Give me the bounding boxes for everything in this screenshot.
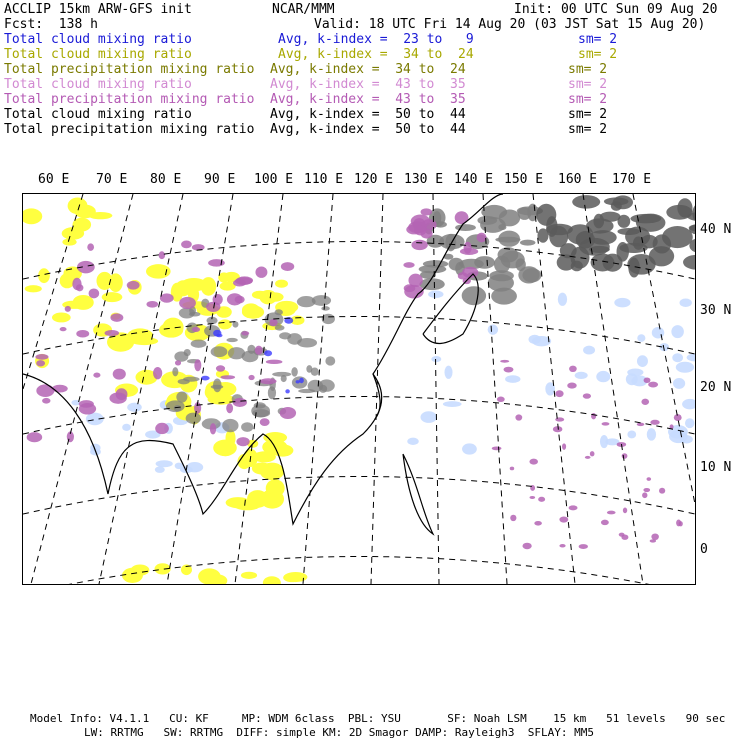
longitude-label: 120 E (354, 172, 394, 187)
cloud-patch-yellow (275, 280, 288, 288)
cloud-patch-purple (127, 281, 140, 290)
cloud-patch-yellow (252, 291, 268, 299)
longitude-label: 150 E (504, 172, 544, 187)
cloud-patch-gray (174, 351, 188, 361)
field-smoothing: sm= 2 (578, 32, 618, 47)
cloud-patch-gray (520, 240, 535, 246)
cloud-patch-lightblue (614, 298, 630, 308)
cloud-patch-gray (222, 419, 238, 432)
cloud-patch-lightblue (676, 362, 694, 373)
cloud-patch-purple (72, 278, 81, 290)
cloud-patch-purple (109, 393, 126, 404)
cloud-patch-purple (220, 375, 235, 379)
cloud-patch-purple (89, 288, 100, 298)
cloud-patch-lightblue (583, 346, 595, 355)
cloud-patch-lightblue (428, 290, 443, 298)
cloud-patch-yellow (38, 268, 50, 283)
cloud-patch-lightblue (186, 462, 203, 472)
field-name: Total precipitation mixing ratio (4, 122, 255, 137)
cloud-patch-yellow (263, 576, 281, 584)
cloud-patch-lightblue (596, 371, 610, 382)
longitude-label: 70 E (96, 172, 128, 187)
cloud-patch-lightblue (685, 418, 694, 428)
latitude-label: 10 N (700, 460, 732, 475)
cloud-patch-yellow (25, 285, 42, 292)
field-name: Total precipitation mixing ratio (4, 62, 255, 77)
map-panel (22, 193, 696, 585)
cloud-patch-lightblue (488, 324, 499, 334)
cloud-patch-blue (285, 389, 290, 393)
cloud-patch-purple (648, 382, 658, 388)
cloud-patch-lightblue (420, 411, 436, 423)
cloud-patch-purple (36, 360, 45, 366)
field-avg: Avg, k-index = 50 to 44 (270, 122, 466, 137)
cloud-patch-purple (647, 477, 652, 481)
cloud-patch-gray (312, 295, 331, 306)
cloud-patch-purple (255, 267, 267, 278)
cloud-patch-yellow (241, 572, 257, 579)
longitude-label: 160 E (558, 172, 598, 187)
cloud-patch-gray (498, 231, 520, 247)
cloud-patch-purple (622, 453, 628, 459)
cloud-patch-yellow (284, 572, 308, 582)
cloud-patch-gray (603, 254, 623, 272)
cloud-patch-purple (591, 413, 596, 419)
cloud-patch-lightblue (462, 443, 477, 454)
latitude-label: 40 N (700, 222, 732, 237)
field-avg: Avg, k-index = 50 to 44 (270, 107, 466, 122)
cloud-patch-gray (613, 195, 633, 209)
cloud-patch-lightblue (673, 378, 685, 389)
cloud-patch-purple (35, 354, 48, 360)
cloud-patch-gray (617, 228, 639, 235)
cloud-patch-gray (178, 379, 190, 384)
cloud-patch-gray (318, 379, 334, 391)
cloud-patch-purple (52, 385, 68, 393)
cloud-patch-lightblue (558, 293, 567, 306)
valid-time: Valid: 18 UTC Fri 14 Aug 20 (03 JST Sat 15 Aug 20) (314, 17, 706, 32)
longitude-line (235, 194, 283, 584)
field-name: Total cloud mixing ratio (4, 77, 192, 92)
cloud-patch-gray (226, 338, 237, 342)
cloud-patch-purple (87, 243, 94, 250)
cloud-patch-gray (677, 198, 692, 217)
longitude-line (371, 194, 383, 584)
cloud-patch-yellow (23, 208, 42, 224)
cloud-patch-purple (179, 297, 196, 309)
cloud-patch-purple (569, 366, 577, 372)
field-name: Total cloud mixing ratio (4, 107, 192, 122)
cloud-patch-lightblue (671, 325, 683, 338)
longitude-line (433, 194, 439, 584)
cloud-patch-gray (186, 413, 201, 424)
cloud-patch-lightblue (679, 299, 691, 307)
cloud-patch-purple (236, 437, 249, 446)
cloud-patch-purple (583, 393, 591, 398)
cloud-patch-gray (228, 347, 245, 359)
cloud-patch-purple (266, 360, 283, 364)
field-smoothing: sm= 2 (578, 47, 618, 62)
field-smoothing: sm= 2 (568, 122, 608, 137)
cloud-patch-gray (241, 422, 253, 432)
cloud-patch-purple (414, 225, 426, 235)
init-time: Init: 00 UTC Sun 09 Aug 20 (514, 2, 718, 17)
model-title: ACCLIP 15km ARW-GFS init (4, 2, 192, 17)
cloud-patch-yellow (68, 198, 88, 215)
cloud-patch-purple (260, 378, 277, 384)
field-avg: Avg, k-index = 43 to 35 (270, 77, 466, 92)
cloud-patch-purple (42, 398, 50, 404)
cloud-patch-lightblue (682, 399, 695, 409)
cloud-patch-purple (522, 543, 531, 549)
cloud-patch-gray (462, 286, 486, 305)
cloud-patch-lightblue (647, 428, 656, 440)
cloud-patch-purple (192, 244, 205, 250)
cloud-patch-gray (576, 231, 595, 248)
cloud-patch-purple (534, 521, 542, 526)
cloud-patch-gray (572, 195, 600, 209)
cloud-patch-blue (201, 376, 210, 381)
cloud-patch-yellow (226, 497, 251, 508)
cloud-patch-purple (602, 422, 610, 426)
cloud-patch-gray (251, 404, 270, 417)
cloud-patch-purple (113, 369, 126, 380)
cloud-patch-purple (643, 488, 650, 492)
cloud-patch-gray (321, 306, 330, 311)
cloud-patch-gray (213, 379, 222, 393)
longitude-label: 130 E (404, 172, 444, 187)
cloud-patch-purple (623, 508, 627, 514)
cloud-patch-gray (306, 365, 312, 373)
cloud-patch-yellow (260, 463, 284, 480)
cloud-patch-lightblue (672, 353, 683, 362)
cloud-patch-purple (181, 241, 192, 249)
cloud-patch-blue (299, 378, 304, 384)
field-avg: Avg, k-index = 43 to 35 (270, 92, 466, 107)
cloud-patch-gray (641, 235, 658, 248)
cloud-patch-gray (600, 212, 621, 222)
cloud-patch-lightblue (575, 372, 588, 379)
cloud-patch-purple (146, 301, 158, 308)
cloud-patch-gray (516, 258, 526, 271)
cloud-patch-gray (247, 345, 255, 354)
cloud-patch-lightblue (127, 403, 142, 412)
longitude-line (99, 194, 183, 584)
cloud-patch-purple (492, 446, 502, 450)
cloud-patch-purple (227, 293, 243, 305)
cloud-patch-purple (110, 313, 123, 321)
cloud-patch-gray (191, 340, 207, 348)
cloud-patch-yellow (146, 264, 171, 278)
latitude-label: 0 (700, 542, 708, 557)
cloud-patch-purple (579, 544, 588, 549)
field-smoothing: sm= 2 (568, 92, 608, 107)
cloud-patch-purple (260, 418, 270, 426)
longitude-label: 110 E (304, 172, 344, 187)
model-info-line2: LW: RRTMG SW: RRTMG DIFF: simple KM: 2D Smagor DAMP: Rayleigh3 SFLAY: MM5 (84, 726, 594, 739)
longitude-label: 170 E (612, 172, 652, 187)
cloud-patch-gray (297, 338, 317, 348)
cloud-patch-purple (160, 293, 174, 302)
cloud-patch-lightblue (687, 354, 695, 362)
cloud-patch-purple (659, 488, 665, 494)
cloud-patch-purple (555, 417, 564, 421)
cloud-patch-gray (527, 204, 538, 222)
cloud-patch-purple (607, 511, 616, 515)
cloud-patch-gray (275, 309, 283, 315)
cloud-patch-lightblue (407, 438, 418, 445)
cloud-patch-purple (559, 544, 565, 548)
cloud-patch-yellow (131, 565, 150, 576)
cloud-patch-lightblue (122, 424, 131, 431)
cloud-patch-purple (562, 443, 566, 450)
cloud-patch-purple (644, 377, 651, 383)
longitude-label: 90 E (204, 172, 236, 187)
cloud-patch-lightblue (431, 356, 441, 362)
field-smoothing: sm= 2 (568, 107, 608, 122)
cloud-patch-purple (497, 397, 505, 402)
cloud-patch-lightblue (505, 375, 520, 383)
cloud-patch-purple (60, 327, 67, 331)
cloud-patch-lightblue (175, 463, 183, 470)
cloud-patch-gray (325, 356, 335, 365)
cloud-patch-gray (291, 367, 297, 377)
cloud-patch-purple (241, 331, 249, 335)
cloud-patch-yellow (52, 313, 71, 323)
latitude-label: 20 N (700, 380, 732, 395)
field-smoothing: sm= 2 (568, 77, 608, 92)
cloud-patch-gray (272, 372, 291, 377)
cloud-patch-purple (679, 521, 683, 526)
cloud-patch-purple (226, 403, 233, 413)
field-name: Total cloud mixing ratio (4, 32, 192, 47)
cloud-patch-lightblue (444, 366, 452, 379)
cloud-patch-purple (76, 330, 89, 338)
cloud-patch-purple (153, 367, 162, 379)
cloud-patch-purple (510, 515, 516, 521)
cloud-patch-purple (650, 420, 659, 425)
cloud-patch-lightblue (637, 355, 648, 367)
cloud-patch-yellow (219, 449, 233, 456)
cloud-patch-gray (455, 224, 476, 231)
cloud-patch-purple (105, 330, 119, 336)
cloud-patch-purple (567, 382, 576, 388)
cloud-patch-purple (210, 423, 216, 434)
cloud-patch-gray (172, 367, 178, 376)
cloud-patch-gray (176, 392, 187, 403)
cloud-patch-lightblue (528, 335, 540, 344)
cloud-patch-gray (683, 255, 695, 270)
cloud-patch-blue (264, 350, 272, 356)
cloud-patch-purple (559, 516, 568, 522)
cloud-patch-blue (296, 380, 300, 383)
cloud-patch-purple (651, 533, 659, 540)
cloud-patch-gray (423, 260, 448, 267)
cloud-patch-purple (500, 360, 509, 363)
cloud-patch-purple (65, 306, 71, 312)
cloud-patch-gray (499, 209, 520, 226)
field-avg: Avg, k-index = 34 to 24 (278, 47, 474, 62)
latitude-label: 30 N (700, 303, 732, 318)
cloud-patch-purple (477, 233, 487, 243)
cloud-patch-yellow (242, 305, 264, 318)
cloud-patch-gray (419, 278, 444, 290)
cloud-patch-purple (421, 208, 432, 215)
cloud-patch-purple (280, 407, 296, 419)
cloud-patch-purple (504, 367, 514, 373)
cloud-patch-gray (488, 274, 514, 292)
cloud-patch-purple (155, 423, 169, 434)
latitude-line (23, 477, 695, 515)
cloud-patch-lightblue (600, 435, 608, 448)
longitude-label: 100 E (254, 172, 294, 187)
cloud-patch-purple (601, 520, 609, 526)
cloud-patch-purple (569, 505, 578, 510)
cloud-patch-purple (510, 467, 514, 471)
map-canvas (23, 194, 695, 584)
field-name: Total cloud mixing ratio (4, 47, 192, 62)
cloud-patch-purple (36, 384, 54, 397)
cloud-patch-purple (233, 398, 247, 407)
org-label: NCAR/MMM (272, 2, 335, 17)
cloud-patch-purple (269, 319, 277, 326)
longitude-label: 80 E (150, 172, 182, 187)
cloud-patch-lightblue (652, 327, 664, 339)
cloud-patch-purple (411, 240, 427, 250)
field-smoothing: sm= 2 (568, 62, 608, 77)
cloud-patch-purple (555, 390, 563, 397)
cloud-patch-lightblue (627, 431, 636, 439)
cloud-patch-yellow (218, 319, 232, 329)
cloud-patch-purple (27, 432, 43, 442)
cloud-patch-blue (216, 334, 222, 337)
cloud-patch-yellow (247, 490, 268, 508)
model-info-line1: Model Info: V4.1.1 CU: KF MP: WDM 6class PBL: YSU SF: Noah LSM 15 km 51 levels 90 sec (30, 712, 726, 725)
cloud-patch-gray (179, 308, 195, 319)
cloud-patch-purple (208, 259, 225, 266)
cloud-patch-purple (206, 302, 220, 312)
cloud-patch-purple (642, 492, 647, 498)
cloud-patch-yellow (267, 292, 284, 301)
field-name: Total precipitation mixing ratio (4, 92, 255, 107)
cloud-patch-yellow (268, 492, 282, 506)
cloud-patch-lightblue (637, 334, 645, 342)
cloud-patch-purple (175, 360, 181, 365)
cloud-patch-purple (590, 451, 595, 456)
cloud-patch-purple (248, 375, 254, 380)
cloud-patch-purple (159, 251, 165, 259)
cloud-patch-purple (93, 373, 100, 378)
cloud-patch-purple (281, 262, 294, 271)
field-avg: Avg, k-index = 34 to 24 (270, 62, 466, 77)
cloud-patch-lightblue (155, 466, 165, 473)
forecast-hour: Fcst: 138 h (4, 17, 98, 32)
cloud-patch-purple (79, 400, 94, 408)
cloud-patch-lightblue (443, 401, 462, 407)
cloud-patch-purple (403, 262, 414, 268)
coastline-philippines (403, 454, 433, 534)
cloud-patch-purple (538, 497, 545, 502)
cloud-patch-purple (235, 277, 253, 285)
cloud-patch-purple (621, 534, 628, 539)
cloud-patch-purple (530, 496, 536, 499)
cloud-patch-gray (546, 224, 573, 235)
cloud-patch-purple (194, 359, 201, 371)
field-avg: Avg, k-index = 23 to 9 (278, 32, 474, 47)
cloud-patch-purple (585, 456, 591, 459)
cloud-patch-gray (211, 346, 228, 357)
cloud-patch-yellow (127, 328, 153, 342)
cloud-patch-gray (279, 332, 291, 339)
cloud-patch-purple (216, 365, 225, 371)
latitude-line (23, 557, 695, 585)
cloud-patch-lightblue (156, 460, 173, 467)
cloud-patch-purple (641, 399, 649, 405)
cloud-patch-purple (255, 346, 263, 355)
cloud-patch-lightblue (627, 368, 643, 376)
cloud-patch-purple (192, 327, 200, 332)
longitude-label: 60 E (38, 172, 70, 187)
longitude-label: 140 E (454, 172, 494, 187)
cloud-patch-purple (529, 459, 537, 465)
cloud-patch-purple (464, 242, 472, 254)
cloud-patch-yellow (199, 572, 210, 582)
cloud-patch-yellow (62, 238, 76, 245)
cloud-patch-purple (515, 414, 522, 420)
